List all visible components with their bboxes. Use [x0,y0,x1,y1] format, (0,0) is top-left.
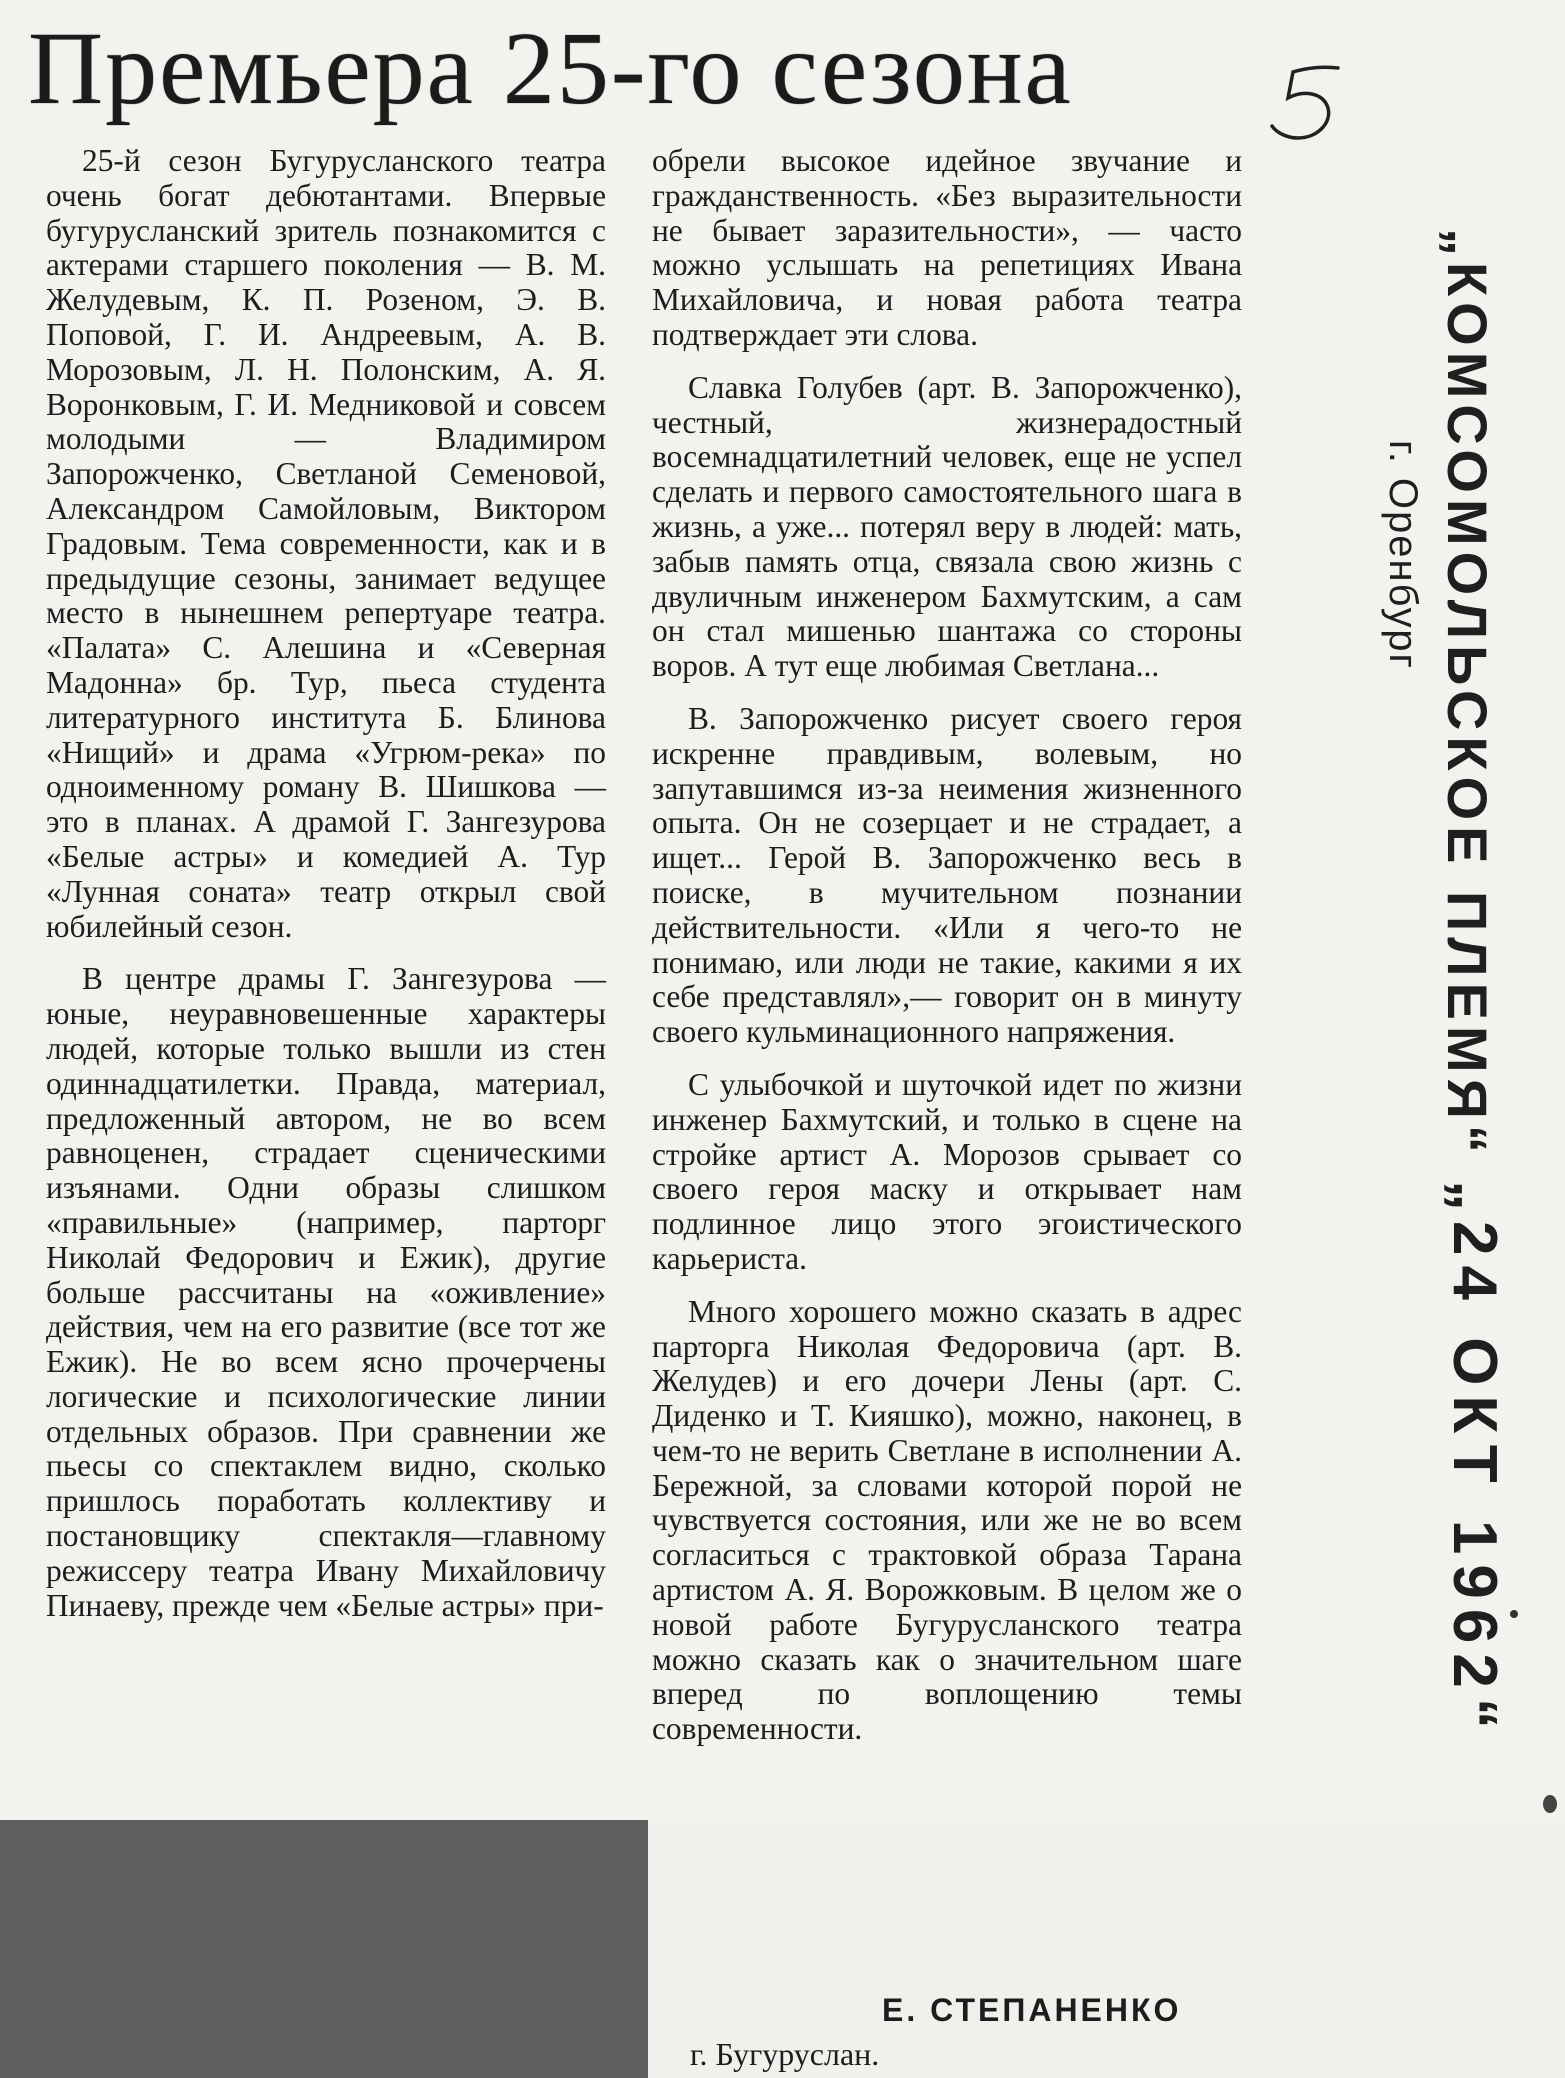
paragraph: В. Запорожченко рисует своего героя искренне правдивым, волевым, но запутавшимся из-за неимения жизненного опыта. Он не созерцает и не страдает, а ищет... Герой В. Запорожченко весь в поиске, в мучительном познании действительности. «Или я чего-то не понимаю, или люди не такие, какими я их себе представлял»,— говорит он в минуту своего кульминационного напряжения. [652,700,1242,1050]
paragraph: Славка Голубев (арт. В. Запорожченко), честный, жизнерадостный восемнадцатилетний человек, еще не успел сделать и первого самостоятельного шага в жизнь, а уже... потерял веру в людей: мать, забыв память отца, связала свою жизнь с двуличным инженером Бахмутским, а сам он стал мишенью шантажа со стороны воров. А тут еще любимая Светлана... [652,369,1242,684]
city-stamp: г. Оренбург [1381,440,1425,671]
newspaper-name-stamp: „КОМСОМОЛЬСКОЕ ПЛЕМЯ“ [1436,228,1499,1159]
article-column-right [652,144,1242,1747]
handwritten-page-number [1268,60,1358,145]
ink-speck [1510,1610,1518,1618]
author-city: г. Бугуруслан. [690,2036,880,2072]
background-card [0,1820,648,2078]
paragraph: обрели высокое идейное звучание и гражданственность. «Без выразительности не бывает заразительности», — часто можно услышать на репетициях Ивана Михайловича, и новая работа театра подтверждает эти слова. [652,143,1242,352]
paragraph: С улыбочкой и шуточкой идет по жизни инженер Бахмутский, и только в сцене на стройке артист А. Морозов срывает со своего героя маску и открывает нам подлинное лицо этого эгоистического карьериста. [652,1066,1242,1276]
paragraph: Много хорошего можно сказать в адрес парторга Николая Федоровича (арт. В. Желудев) и его дочери Лены (арт. С. Диденко и Т. Кияшко), можно, наконец, в чем-то не верить Светлане в исполнении А. Бережной, за словами которой порой не чувствуется состояния, или же не во всем согласиться с трактовкой образа Тарана артистом А. Я. Ворожковым. В целом же о новой работе Бугурусланского театра можно сказать как о значительном шаге вперед по воплощению темы современности. [652,1293,1242,1747]
paragraph: 25-й сезон Бугурусланского театра очень богат дебютантами. Впервые бугурусланский зритель познакомится с актерами старшего поколения — В. М. Желудевым, К. П. Розеном, Э. В. Поповой, Г. И. Андреевым, А. В. Морозовым, Л. Н. Полонским, А. Я. Воронковым, Г. И. Медниковой и совсем молодыми — Владимиром Запорожченко, Светланой Семеновой, Александром Самойловым, Виктором Градовым. Тема современности, как и в предыдущие сезоны, занимает ведущее место в нынешнем репертуаре театра. «Палата» С. Алешина и «Северная Мадонна» бр. Тур, пьеса студента литературного института Б. Блинова «Нищий» и драма «Угрюм-река» по одноименному роману В. Шишкова — это в планах. А драмой Г. Зангезурова «Белые астры» и комедией А. Тур «Лунная соната» театр открыл свой юбилейный сезон. [46,143,606,944]
article-column-left [46,144,606,1623]
date-stamp: „24 ОКТ 1962“ [1440,1180,1509,1739]
article-headline: Премьера 25-го сезона [28,11,1073,126]
paragraph: В центре драмы Г. Зангезурова — юные, неуравновешенные характеры людей, которые только вышли из стен одиннадцатилетки. Правда, материал, предложенный автором, не во всем равноценен, страдает сценическими изъянами. Одни образы слишком «правильные» (например, парторг Николай Федорович и Ежик), другие больше рассчитаны на «оживление» действия, чем на его развитие (все тот же Ежик). Не во всем ясно прочерчены логические и психологические линии отдельных образов. При сравнении же пьесы со спектаклем видно, сколько пришлось поработать коллективу и постановщику спектакля—главному режиссеру театра Ивану Михайловичу Пинаеву, прежде чем «Белые астры» при- [46,961,606,1623]
author-name: Е. СТЕПАНЕНКО [882,1992,1182,2028]
ink-speck [1543,1795,1557,1813]
